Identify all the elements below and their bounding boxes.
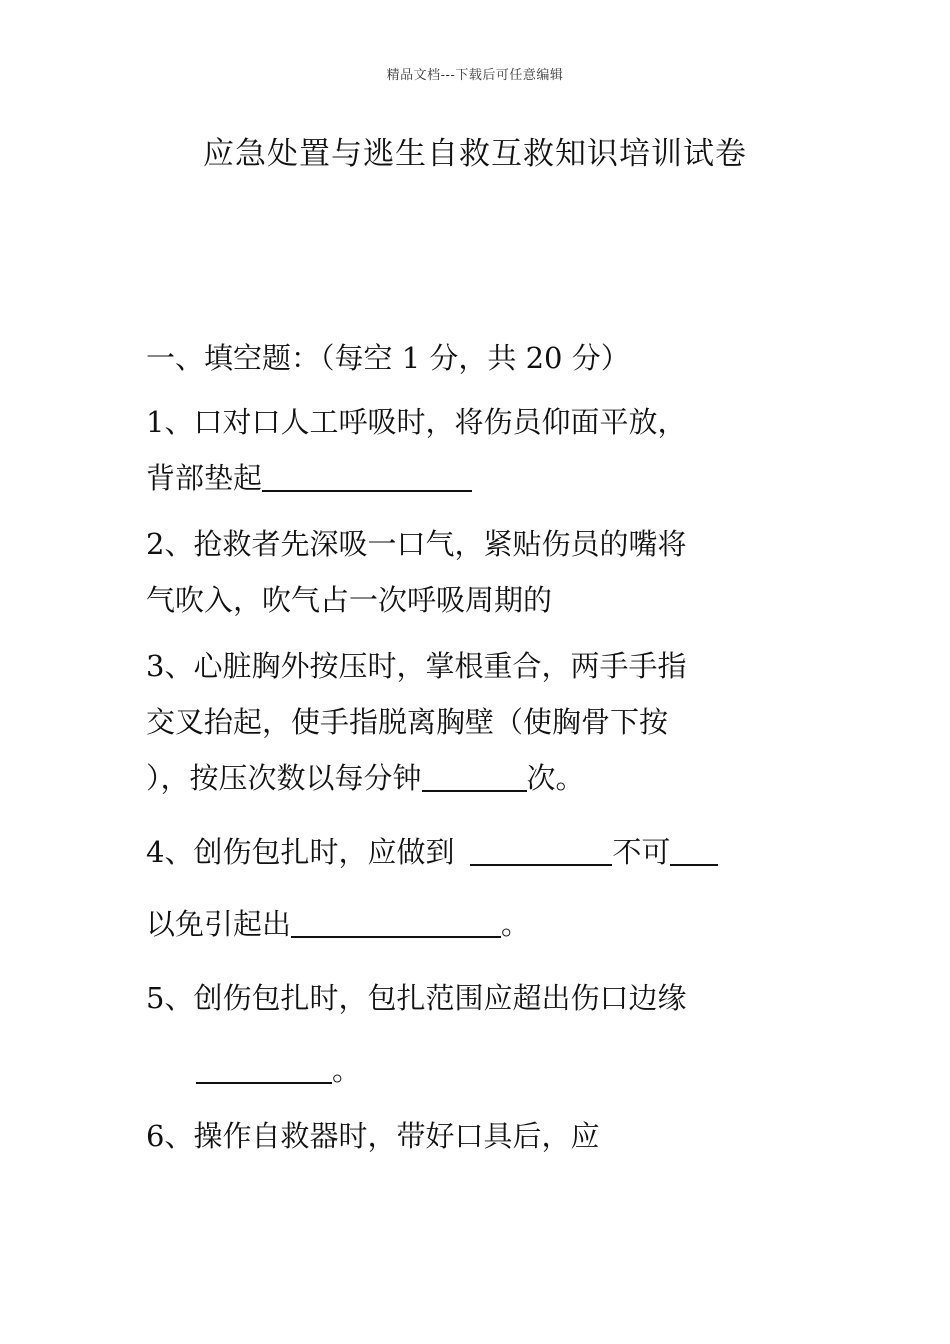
question-2-line-1: 2、抢救者先深吸一口气，紧贴伤员的嘴将 <box>146 527 687 561</box>
question-3-line-3 <box>146 750 816 806</box>
question-5-line-1: 5、创伤包扎时，包扎范围应超出伤口边缘 <box>146 981 687 1015</box>
question-3-text: ），按压次数以每分钟 <box>146 761 422 795</box>
question-6 <box>146 1108 816 1164</box>
question-4 <box>146 816 816 960</box>
question-1-text: 背部垫起 <box>146 461 263 495</box>
question-2 <box>146 516 816 628</box>
question-4-line-1 <box>146 816 816 888</box>
question-3-suffix: 次。 <box>526 761 585 795</box>
answer-blank-4a[interactable] <box>470 834 612 866</box>
answer-blank-5[interactable] <box>196 1052 332 1084</box>
question-5-end: 。 <box>332 1053 362 1087</box>
question-1 <box>146 394 816 506</box>
question-4-text-2: 以免引起出 <box>146 907 292 941</box>
question-4-mid: 不可 <box>612 835 671 869</box>
question-3-line-1: 3、心脏胸外按压时，掌根重合，两手手指 <box>146 649 687 683</box>
question-4-end: 。 <box>501 907 531 941</box>
question-5 <box>146 962 816 1106</box>
question-4-text: 4、创伤包扎时，应做到 <box>146 835 455 869</box>
document-body <box>146 330 816 1174</box>
question-1-line-1: 1、口对口人工呼吸时，将伤员仰面平放， <box>146 405 687 439</box>
page-title: 应急处置与逃生自救互救知识培训试卷 <box>203 136 747 172</box>
question-4-line-2 <box>146 888 816 960</box>
question-1-line-2 <box>146 450 816 506</box>
section-heading: 一、填空题：（每空 1 分，共 20 分） <box>146 341 630 375</box>
answer-blank-4c[interactable] <box>291 906 501 938</box>
answer-blank-4b[interactable] <box>670 834 718 866</box>
question-3-line-2: 交叉抬起，使手指脱离胸壁（使胸骨下按 <box>146 705 669 739</box>
question-3 <box>146 638 816 806</box>
answer-blank-3[interactable] <box>422 760 527 792</box>
question-6-line-1: 6、操作自救器时，带好口具后，应 <box>146 1119 600 1153</box>
header-note: 精品文档---下载后可任意编辑 <box>386 68 564 83</box>
question-5-line-2 <box>146 1034 816 1106</box>
answer-blank-1[interactable] <box>262 460 472 492</box>
question-2-line-2: 气吹入，吹气占一次呼吸周期的 <box>146 583 553 617</box>
